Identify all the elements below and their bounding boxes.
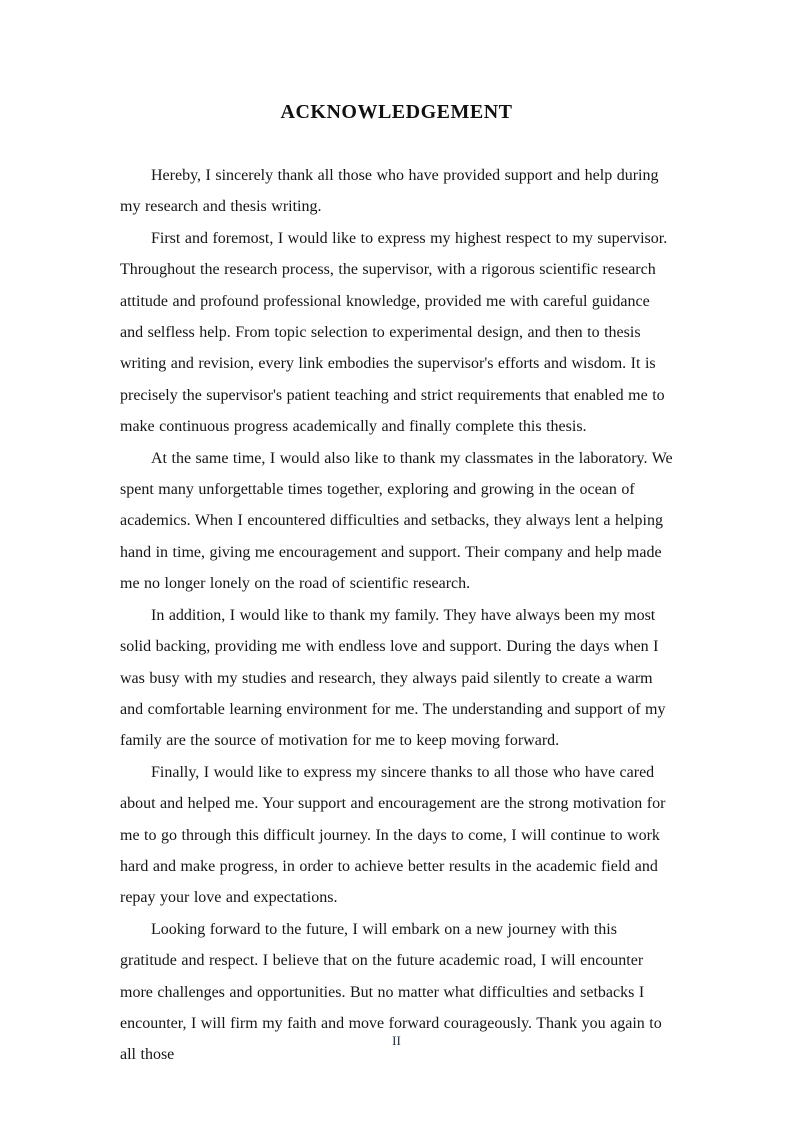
paragraph: Looking forward to the future, I will embark on a new journey with this gratitude and respect. I believe that on the future academic road, I will encounter more challenges and opportunities. But no matter what difficulties and setbacks I encounter, I will firm my faith and move forward courageously. Thank you again to all those [120,920,662,1064]
paragraph: First and foremost, I would like to express my highest respect to my supervisor. Throughout the research process, the supervisor, with a rigorous scientific research attitude and profound professional knowledge, provided me with careful guidance and selfless help. From topic selection to experimental design, and then to thesis writing and revision, every link embodies the supervisor's efforts and wisdom. It is precisely the supervisor's patient teaching and strict requirements that enabled me to make continuous progress academically and finally complete this thesis. [120,229,668,436]
paragraph: Finally, I would like to express my sincere thanks to all those who have cared about and helped me. Your support and encouragement are the strong motivation for me to go through this difficult journey. In the days to come, I will continue to work hard and make progress, in order to achieve better results in the academic field and repay your love and expectations. [120,763,666,907]
acknowledgement-body [120,160,676,1071]
page-title: ACKNOWLEDGEMENT [280,101,513,123]
paragraph: At the same time, I would also like to thank my classmates in the laboratory. We spent many unforgettable times together, exploring and growing in the ocean of academics. When I encountered difficulties and setbacks, they always lent a helping hand in time, giving me encouragement and support. Their company and help made me no longer lonely on the road of scientific research. [120,449,673,593]
paragraph: Hereby, I sincerely thank all those who have provided support and help during my research and thesis writing. [120,167,659,216]
page-number: II [392,1033,401,1048]
paragraph: In addition, I would like to thank my family. They have always been my most solid backing, providing me with endless love and support. During the days when I was busy with my studies and research, they always paid silently to create a warm and comfortable learning environment for me. The understanding and support of my family are the source of motivation for me to keep moving forward. [120,606,666,750]
